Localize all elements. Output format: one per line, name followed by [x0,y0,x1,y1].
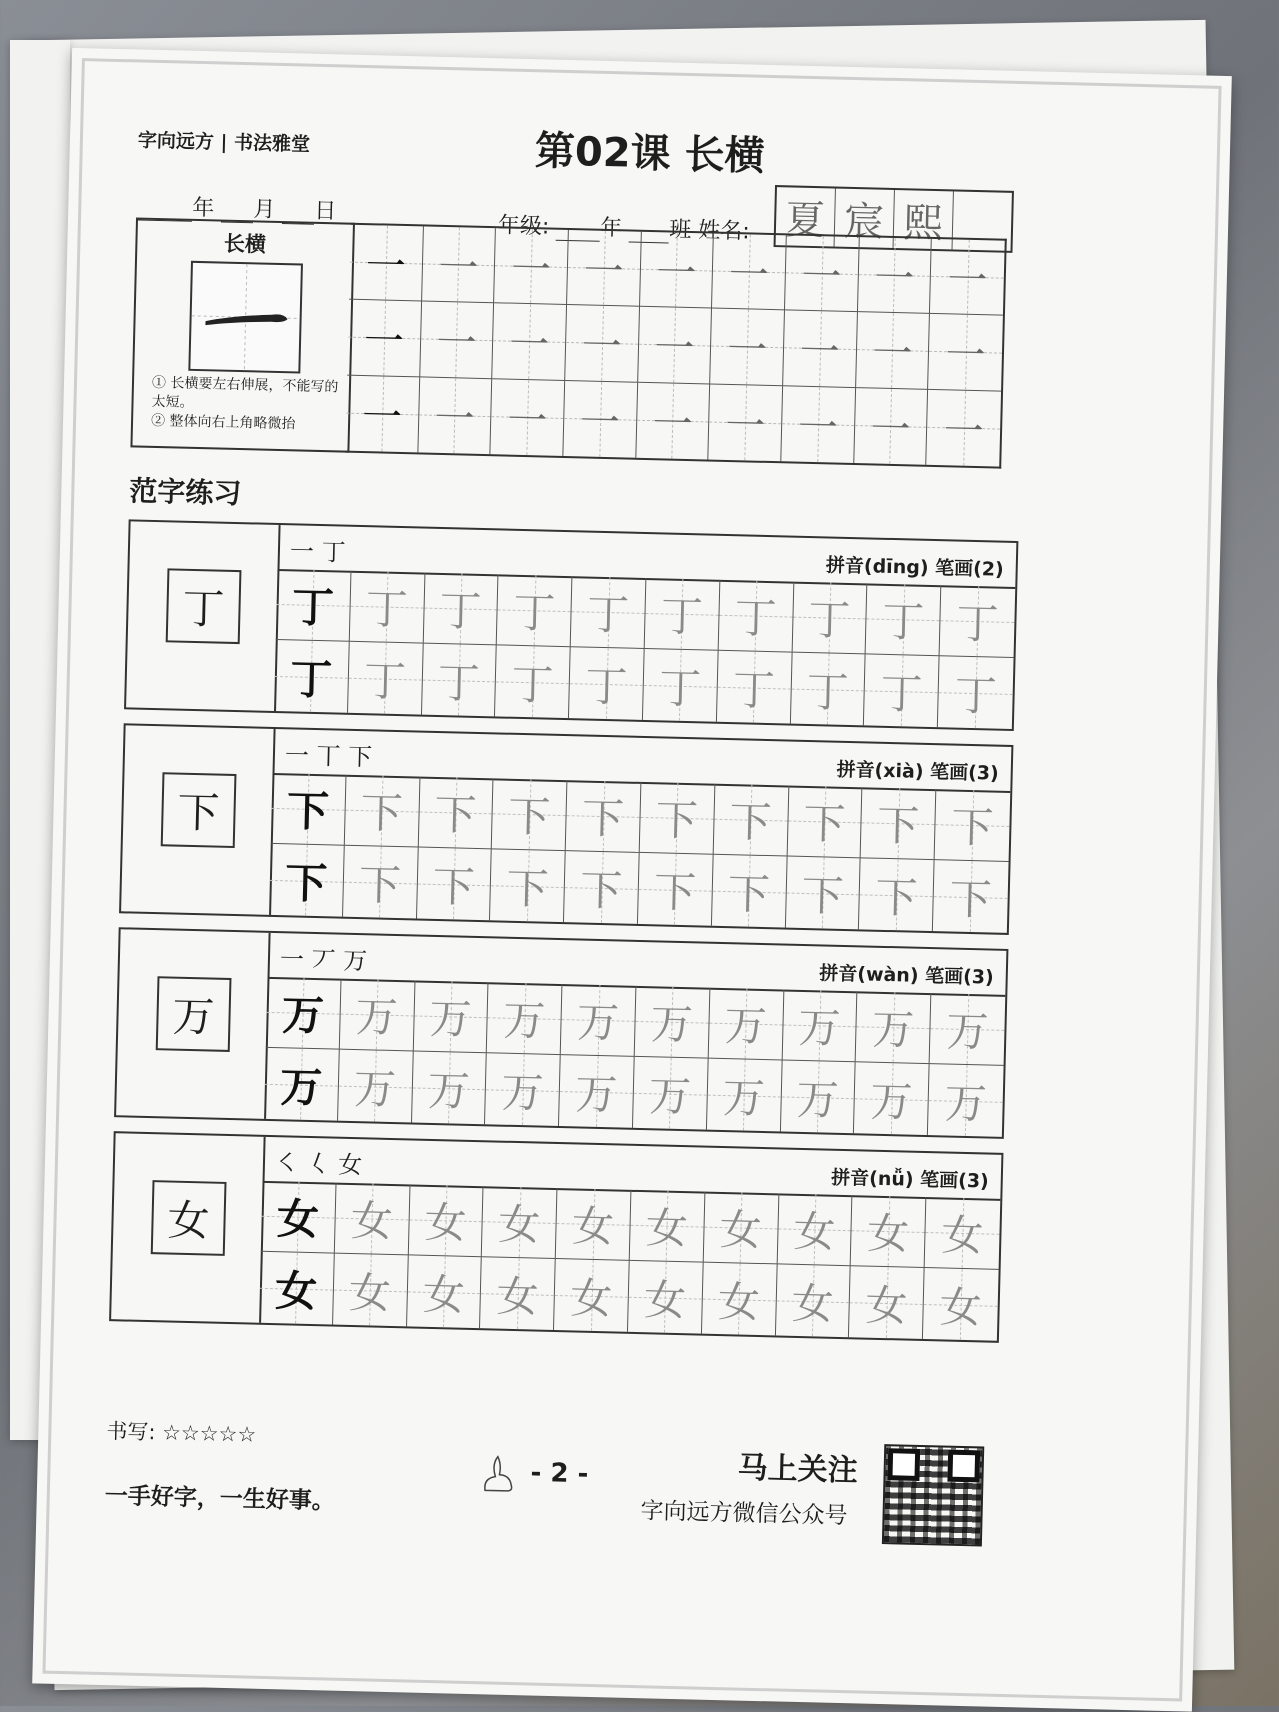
practice-char: 下 [360,788,404,839]
practice-char: 下 [358,859,402,910]
practice-trace-cell[interactable] [940,585,1016,658]
stroke-order: ㇛ 𡿨 女 [274,1149,363,1180]
stroke-practice-cell[interactable] [710,309,784,386]
practice-trace-cell[interactable] [561,984,637,1057]
practice-rows [274,569,1015,729]
stroke-practice-char: 一 [945,332,987,380]
stroke-practice-cell[interactable] [567,230,641,307]
stroke-practice-cell[interactable] [494,228,568,305]
practice-trace-cell[interactable] [712,855,788,928]
rating-label: 书写: ☆☆☆☆☆ [106,1419,257,1447]
stroke-practice-char: 一 [508,321,550,369]
practice-char: 丁 [365,584,409,635]
char-block-3 [114,927,1008,1139]
name-char: 熙 [894,190,954,249]
pinyin-strokes: 拼音(dīng) 笔画(2) [825,554,1004,581]
practice-char: 女 [495,1271,540,1322]
practice-char: 下 [949,874,993,925]
stroke-practice-char: 一 [801,253,843,301]
practice-char: 女 [276,1194,320,1245]
practice-trace-cell[interactable] [407,1255,483,1328]
practice-char: 丁 [586,589,630,640]
practice-char: 丁 [584,661,628,712]
practice-char: 万 [576,997,620,1048]
practice-trace-cell[interactable] [348,642,424,715]
stroke-practice-char: 一 [579,399,621,447]
practice-char: 万 [944,1077,988,1128]
stroke-practice-cell[interactable] [854,388,928,465]
stroke-practice-char: 一 [655,249,697,297]
practice-trace-cell[interactable] [495,645,571,718]
practice-char: 丁 [438,585,483,636]
practice-char: 万 [500,1067,545,1118]
practice-char: 女 [864,1280,909,1331]
rabbit-icon [477,1450,522,1495]
practice-char: 下 [802,798,847,849]
stroke-practice-cell[interactable] [930,239,1004,316]
stroke-practice-char: 一 [363,318,405,365]
practice-trace-cell[interactable] [628,1261,704,1334]
brand-logo: 字向远方 | 书法雅堂 [137,129,311,156]
practice-char: 万 [945,1006,990,1057]
practice-char: 下 [727,868,771,919]
account-label: 字向远方微信公众号 [640,1498,848,1530]
practice-trace-cell[interactable] [487,982,563,1055]
grade-label: 年级: [497,213,550,240]
practice-trace-cell[interactable] [790,653,866,726]
practice-trace-cell[interactable] [497,574,573,647]
practice-trace-cell[interactable] [792,582,868,655]
practice-trace-cell[interactable] [782,990,858,1063]
practice-trace-cell[interactable] [556,1188,632,1261]
stroke-practice-cell[interactable] [418,377,492,454]
practice-trace-cell[interactable] [571,576,647,649]
stroke-order: 一 丅 下 [284,741,373,772]
practice-trace-cell[interactable] [345,775,421,848]
practice-char: 下 [284,857,328,908]
stroke-practice-cell[interactable] [422,226,496,303]
practice-trace-cell[interactable] [554,1259,630,1332]
stroke-practice-cell[interactable] [491,379,565,456]
practice-trace-cell[interactable] [643,649,719,722]
practice-model-cell[interactable] [266,977,342,1050]
practice-trace-cell[interactable] [559,1055,635,1128]
practice-trace-cell[interactable] [340,979,416,1052]
stroke-instruction-panel [130,217,355,452]
practice-char: 万 [724,1001,768,1052]
practice-trace-cell[interactable] [861,787,937,860]
practice-char: 丁 [879,668,924,719]
practice-trace-cell[interactable] [422,644,498,717]
practice-char: 女 [643,1274,687,1325]
practice-rows [269,773,1010,933]
practice-char: 丁 [806,666,850,717]
stroke-practice-char: 一 [724,402,766,450]
stroke-diagram [188,261,303,374]
stroke-practice-char: 一 [728,251,770,299]
pinyin-strokes: 拼音(wàn) 笔画(3) [819,962,995,989]
practice-char: 丁 [807,594,852,646]
practice-char: 下 [655,795,699,846]
practice-model-cell[interactable] [259,1252,335,1325]
practice-char: 女 [645,1203,689,1254]
practice-char: 女 [940,1210,985,1261]
practice-char: 女 [717,1276,761,1327]
stroke-practice-char: 一 [726,326,768,374]
practice-model-cell[interactable] [271,773,347,846]
name-label: 姓名: [698,218,751,245]
practice-model-cell[interactable] [269,844,345,917]
stroke-practice-cell[interactable] [349,225,423,302]
stroke-practice-char: 一 [870,406,912,454]
stroke-practice-cell[interactable] [785,235,859,312]
stroke-order: 一 丁 [289,537,346,567]
stroke-practice-char: 一 [435,319,478,367]
stroke-practice-char: 一 [506,397,548,445]
pinyin-strokes: 拼音(nǚ) 笔画(3) [830,1166,990,1193]
stroke-practice-cell[interactable] [781,386,855,463]
stroke-notes [151,374,342,436]
lesson-title: 第02课 长横 [534,128,766,180]
stroke-practice-char: 一 [361,393,403,441]
stroke-practice-char: 一 [873,255,915,303]
practice-char: 下 [433,789,478,840]
practice-char: 下 [579,865,623,916]
practice-char: 万 [355,992,399,1043]
practice-char: 万 [279,1061,323,1112]
practice-trace-cell[interactable] [933,860,1009,933]
practice-model-cell[interactable] [261,1181,337,1254]
char-block-4 [109,1131,1003,1343]
practice-char: 丁 [437,657,481,708]
class-label: 班 [669,217,692,244]
practice-char: 下 [581,793,625,844]
practice-char: 女 [866,1208,910,1259]
stroke-practice-char: 一 [365,242,407,290]
stroke-practice-char: 一 [583,248,625,296]
name-char: 宸 [835,189,895,248]
stroke-practice-char: 一 [510,246,552,294]
practice-char: 下 [950,802,995,853]
model-area [116,929,270,1119]
stroke-practice-char: 一 [943,408,985,456]
worksheet-page [32,48,1232,1712]
practice-trace-cell[interactable] [413,980,489,1053]
stroke-practice-cell[interactable] [858,237,932,314]
char-block-1 [124,519,1018,731]
practice-model-cell[interactable] [274,640,350,713]
stroke-name: 长横 [223,231,267,257]
practice-trace-cell[interactable] [866,583,942,656]
practice-trace-cell[interactable] [938,656,1014,729]
practice-char: 丁 [660,591,704,642]
practice-trace-cell[interactable] [417,848,493,921]
practice-trace-cell[interactable] [333,1254,409,1327]
stroke-practice-cell[interactable] [783,311,857,388]
stroke-practice-cell[interactable] [563,381,637,458]
grade-year-label: 年 [600,215,623,242]
pinyin-strokes: 拼音(xià) 笔画(3) [836,758,999,785]
practice-char: 女 [791,1278,835,1329]
practice-char: 女 [719,1205,763,1256]
practice-trace-cell[interactable] [564,851,640,924]
practice-char: 下 [432,861,476,912]
model-char: 丁 [166,568,242,644]
follow-label: 马上关注 [737,1450,859,1489]
practice-trace-cell[interactable] [849,1266,925,1339]
stroke-diagram-icon [190,263,301,372]
practice-char: 丁 [510,659,555,710]
practice-trace-cell[interactable] [482,1186,558,1259]
practice-trace-cell[interactable] [566,780,642,853]
practice-char: 丁 [732,664,776,715]
practice-rows [264,977,1005,1137]
practice-char: 下 [874,872,919,923]
page-number-text: - 2 - [530,1457,589,1490]
practice-trace-cell[interactable] [708,988,784,1061]
stroke-practice-char: 一 [652,400,694,448]
practice-char: 女 [569,1272,613,1323]
practice-char: 女 [792,1206,837,1257]
practice-trace-cell[interactable] [717,651,793,724]
practice-char: 万 [281,990,325,1041]
stroke-practice-cell[interactable] [636,382,710,459]
practice-char: 下 [729,797,773,848]
stroke-practice-char: 一 [799,328,841,376]
practice-trace-cell[interactable] [707,1059,783,1132]
stroke-practice-cell[interactable] [420,302,494,379]
stroke-practice-grid [345,223,1006,469]
practice-trace-cell[interactable] [787,786,863,859]
model-area [126,521,280,711]
practice-model-cell[interactable] [276,569,352,642]
stroke-practice-cell[interactable] [638,307,712,384]
practice-char: 万 [648,1070,692,1121]
practice-trace-cell[interactable] [645,578,721,651]
practice-rows [259,1181,1000,1341]
qr-code-icon[interactable] [882,1444,984,1546]
practice-char: 丁 [291,582,335,633]
practice-trace-cell[interactable] [335,1183,411,1256]
practice-char: 丁 [512,587,556,638]
practice-trace-cell[interactable] [638,853,714,926]
practice-char: 丁 [289,653,333,704]
practice-trace-cell[interactable] [864,654,940,727]
practice-char: 丁 [881,596,925,647]
practice-trace-cell[interactable] [702,1263,778,1336]
stroke-practice-char: 一 [946,256,988,304]
practice-trace-cell[interactable] [785,857,861,930]
practice-trace-cell[interactable] [928,1064,1004,1137]
practice-char: 女 [423,1197,468,1248]
practice-char: 下 [653,866,697,917]
model-char: 下 [161,772,237,848]
practice-char: 下 [876,800,920,851]
practice-char: 下 [286,786,330,837]
practice-char: 下 [507,791,551,842]
stroke-note-1: ① 长横要左右伸展，不能写的太短。 [151,374,339,411]
practice-char: 丁 [734,593,778,644]
stroke-practice-char: 一 [797,404,839,452]
month-label: 月 [252,197,276,223]
practice-trace-cell[interactable] [418,777,494,850]
day-label: 日 [313,198,337,225]
practice-char: 万 [869,1076,914,1127]
section-title: 范字练习 [128,474,242,511]
practice-trace-cell[interactable] [859,858,935,931]
practice-trace-cell[interactable] [713,784,789,857]
practice-char: 女 [348,1267,392,1318]
practice-trace-cell[interactable] [781,1060,857,1133]
practice-trace-cell[interactable] [930,993,1006,1066]
practice-trace-cell[interactable] [776,1264,852,1337]
stroke-practice-cell[interactable] [712,234,786,311]
model-char: 女 [151,1180,227,1256]
practice-trace-cell[interactable] [630,1190,706,1263]
practice-char: 女 [350,1195,394,1247]
practice-trace-cell[interactable] [925,1197,1001,1270]
page-number [477,1450,589,1497]
practice-trace-cell[interactable] [703,1192,779,1265]
practice-trace-cell[interactable] [851,1195,927,1268]
practice-trace-cell[interactable] [492,778,568,851]
stroke-practice-char: 一 [871,330,913,378]
practice-trace-cell[interactable] [490,849,566,922]
practice-trace-cell[interactable] [343,846,419,919]
stroke-practice-cell[interactable] [709,384,783,461]
char-block-2 [119,723,1013,935]
practice-char: 丁 [955,598,1000,649]
stroke-practice-cell[interactable] [493,304,567,381]
stroke-practice-char: 一 [437,244,479,292]
practice-trace-cell[interactable] [777,1193,853,1266]
practice-char: 女 [422,1269,466,1320]
practice-char: 丁 [658,662,702,713]
practice-trace-cell[interactable] [412,1051,488,1124]
year-label: 年 [191,195,215,222]
practice-trace-cell[interactable] [718,580,794,653]
practice-char: 万 [650,999,694,1050]
practice-trace-cell[interactable] [408,1184,484,1257]
practice-trace-cell[interactable] [635,986,711,1059]
practice-trace-cell[interactable] [569,647,645,720]
stroke-practice-char: 一 [434,395,476,443]
model-area [121,725,275,915]
stroke-practice-cell[interactable] [565,305,639,382]
practice-char: 丁 [363,655,407,706]
practice-char: 女 [497,1199,541,1250]
motto: 一手好字，一生好事。 [104,1483,336,1515]
stroke-practice-cell[interactable] [927,390,1001,467]
practice-trace-cell[interactable] [633,1057,709,1130]
practice-char: 女 [939,1281,983,1332]
practice-trace-cell[interactable] [423,573,499,646]
practice-trace-cell[interactable] [480,1257,556,1330]
stroke-practice-char: 一 [653,325,696,373]
practice-trace-cell[interactable] [923,1268,999,1341]
practice-trace-cell[interactable] [854,1062,930,1135]
practice-char: 万 [574,1068,618,1119]
practice-char: 万 [796,1074,840,1125]
practice-char: 万 [502,995,546,1046]
practice-trace-cell[interactable] [485,1053,561,1126]
practice-trace-cell[interactable] [935,789,1011,862]
practice-char: 女 [274,1265,318,1316]
practice-char: 丁 [954,670,998,721]
stroke-order: 一 丆 万 [279,945,368,976]
practice-trace-cell[interactable] [338,1050,414,1123]
stroke-practice-cell[interactable] [345,375,419,452]
practice-char: 下 [505,863,550,914]
stroke-note-2: ② 整体向右上角略微抬 [150,412,296,433]
stroke-practice-char: 一 [581,323,623,371]
practice-char: 万 [722,1072,766,1123]
stroke-practice-cell[interactable] [856,312,930,389]
stroke-practice-cell[interactable] [640,232,714,309]
practice-char: 万 [871,1004,915,1055]
practice-char: 万 [353,1063,397,1114]
stroke-practice-cell[interactable] [928,314,1002,391]
model-char: 万 [156,976,232,1052]
name-char: 夏 [776,187,836,246]
practice-trace-cell[interactable] [350,571,426,644]
practice-char: 万 [428,993,473,1044]
practice-trace-cell[interactable] [640,782,716,855]
practice-char: 万 [427,1065,471,1116]
practice-char: 下 [801,870,845,921]
practice-model-cell[interactable] [264,1048,340,1121]
practice-char: 万 [797,1002,842,1053]
practice-trace-cell[interactable] [856,991,932,1064]
stroke-practice-cell[interactable] [347,300,421,377]
model-area [111,1133,265,1323]
practice-char: 女 [571,1201,615,1252]
